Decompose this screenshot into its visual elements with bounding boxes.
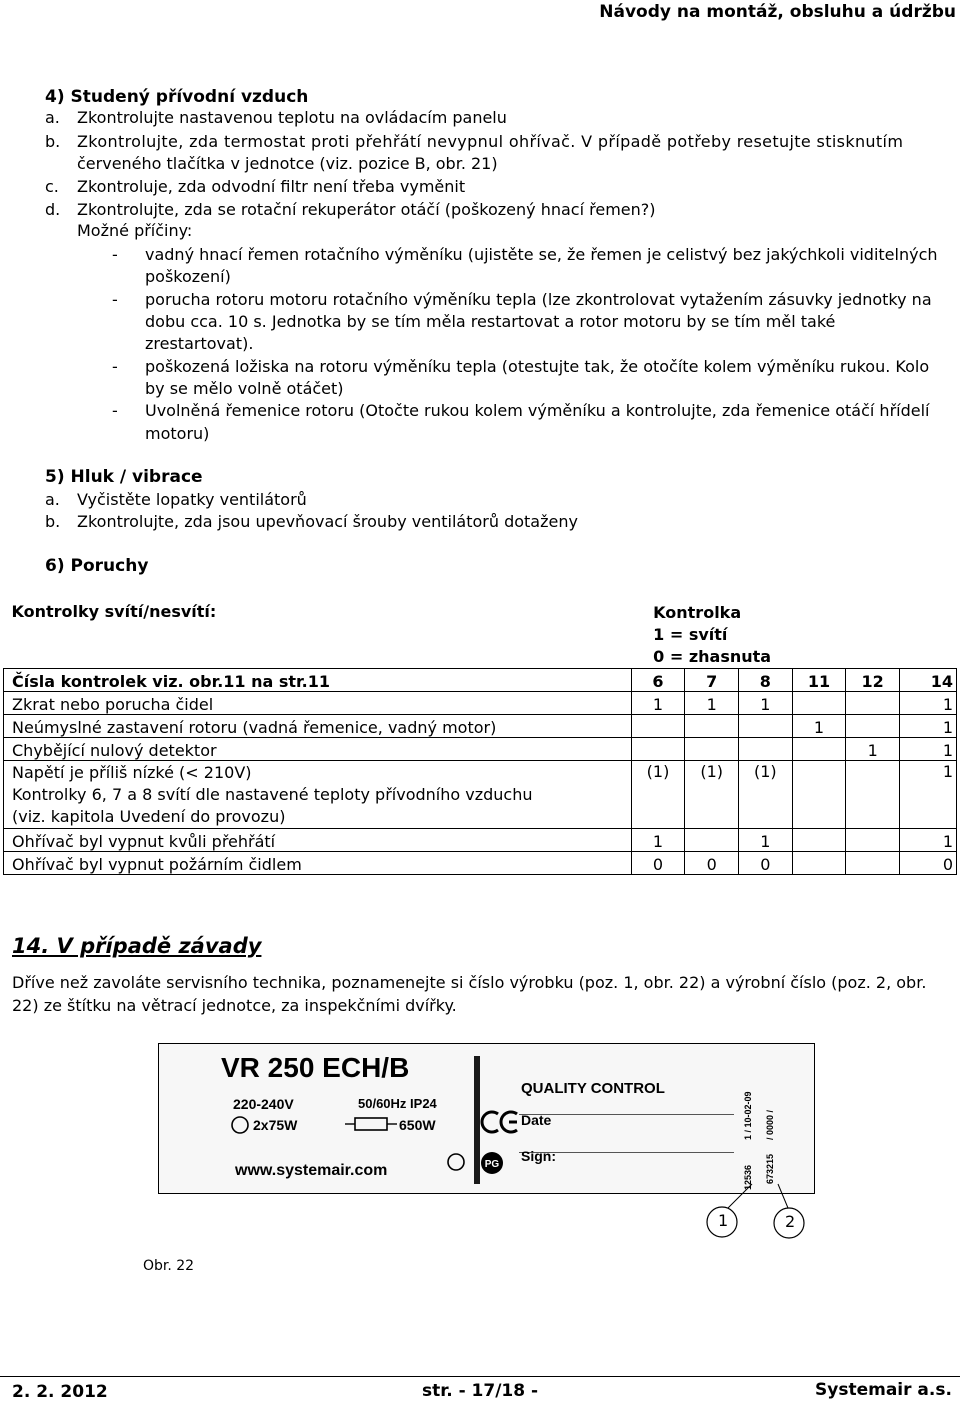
table-column-row	[4, 669, 957, 692]
plate-heater-power: 650W	[399, 1117, 436, 1133]
cause-line: porucha rotoru motoru rotačního výměníku tepla (lze zkontrolovat vytažením zásuvky jednotky na	[145, 290, 932, 309]
table-row	[4, 715, 957, 738]
table-cell: 0	[685, 852, 739, 875]
column-header: 8	[739, 669, 793, 692]
row-description	[4, 761, 632, 829]
table-cell: 1	[792, 715, 846, 738]
table-cell	[792, 692, 846, 715]
figure-caption: Obr. 22	[143, 1258, 195, 1274]
plate-frequency: 50/60Hz IP24	[358, 1096, 437, 1111]
row-description: Ohřívač byl vypnut kvůli přehřátí	[4, 829, 632, 852]
table-cell: 1	[900, 738, 957, 761]
list-label: a.	[45, 108, 60, 127]
table-row	[4, 738, 957, 761]
plate-product-number: 12536	[743, 1164, 753, 1190]
cause-dash: -	[112, 290, 118, 309]
section-14-text: 22) ze štítku na větrací jednotce, za inspekčními dvířky.	[12, 996, 457, 1015]
row-description: Neúmyslné zastavení rotoru (vadná řemenice, vadný motor)	[4, 715, 632, 738]
table-cell: (1)	[739, 761, 793, 829]
table-cell: (1)	[685, 761, 739, 829]
list-text: červeného tlačítka v jednotce (viz. pozice B, obr. 21)	[77, 154, 498, 173]
plate-sign-label: Sign:	[521, 1148, 556, 1164]
cause-line: dobu cca. 10 s. Jednotka by se tím měla restartovat a rotor motoru by se tím měl také	[145, 312, 836, 331]
table-cell: 0	[900, 852, 957, 875]
svg-text:PG: PG	[484, 1159, 500, 1170]
table-row	[4, 692, 957, 715]
fault-table	[3, 600, 957, 875]
table-head-row	[4, 600, 957, 669]
table-cell	[846, 715, 900, 738]
table-cell	[846, 692, 900, 715]
footer-date: 2. 2. 2012	[12, 1382, 108, 1402]
table-cell: 1	[631, 692, 685, 715]
table-row	[4, 761, 957, 829]
footer-divider	[0, 1376, 960, 1377]
plate-website: www.systemair.com	[235, 1162, 388, 1179]
legend-title: Kontrolka	[653, 603, 742, 622]
table-cell	[846, 852, 900, 875]
row-description: Ohřívač byl vypnut požárním čidlem	[4, 852, 632, 875]
table-cell: 1	[685, 692, 739, 715]
plate-divider	[474, 1056, 480, 1184]
list-text: Zkontrolujte, zda se rotační rekuperátor otáčí (poškozený hnací řemen?)	[77, 200, 656, 219]
table-cell	[685, 738, 739, 761]
table-cell: 1	[900, 715, 957, 738]
legend-on: 1 = svítí	[653, 625, 728, 644]
table-head-right	[631, 600, 956, 669]
footer-company: Systemair a.s.	[815, 1380, 952, 1400]
list-label: a.	[45, 490, 60, 509]
cause-line: motoru)	[145, 424, 210, 443]
page-header-title: Návody na montáž, obsluhu a údržbu	[599, 2, 956, 22]
table-cell	[846, 761, 900, 829]
table-cell	[792, 761, 846, 829]
cause-line: vadný hnací řemen rotačního výměníku (ujistěte se, že řemen je celistvý bez jakýchkoli viditelných	[145, 245, 938, 264]
list-item	[45, 154, 498, 173]
list-item	[45, 512, 578, 531]
cause-line: zrestartovat).	[145, 334, 254, 353]
column-header: 14	[900, 669, 957, 692]
section-14-title: 14. V případě závady	[12, 934, 262, 958]
table-cell	[685, 715, 739, 738]
row-description: Zkrat nebo porucha čidel	[4, 692, 632, 715]
table-cell	[631, 715, 685, 738]
plate-voltage: 220-240V	[233, 1096, 294, 1112]
cause-line: by se mělo volně otáčet)	[145, 379, 344, 398]
plate-code: 1 / 10-02-09	[743, 1091, 753, 1140]
cause-dash: -	[112, 401, 118, 420]
table-cell: 1	[846, 738, 900, 761]
callout-lines	[690, 1180, 820, 1250]
column-label: Čísla kontrolek viz. obr.11 na str.11	[4, 669, 632, 692]
table-cell: 1	[900, 761, 957, 829]
list-text: Zkontrolujte, zda jsou upevňovací šrouby ventilátorů dotaženy	[77, 512, 578, 531]
table-cell	[739, 738, 793, 761]
list-label: d.	[45, 200, 61, 219]
table-cell: (1)	[631, 761, 685, 829]
table-cell	[792, 738, 846, 761]
column-header: 6	[631, 669, 685, 692]
list-item	[45, 132, 903, 151]
list-item	[45, 108, 507, 127]
plate-quality-control: QUALITY CONTROL	[521, 1080, 665, 1097]
plate-motor-power: 2x75W	[253, 1117, 298, 1133]
section-14-text: Dříve než zavoláte servisního technika, poznamenejte si číslo výrobku (poz. 1, obr. 22) a výrobní číslo (poz. 2, obr.	[12, 973, 927, 992]
table-cell	[792, 852, 846, 875]
list-text: Zkontrolujte nastavenou teplotu na ovládacím panelu	[77, 108, 507, 127]
table-cell	[685, 829, 739, 852]
column-header: 12	[846, 669, 900, 692]
section-6-title: 6) Poruchy	[45, 556, 149, 576]
row-description-line: Kontrolky 6, 7 a 8 svítí dle nastavené teploty přívodního vzduchu	[12, 785, 533, 804]
list-label: b.	[45, 512, 61, 531]
row-description-line: Napětí je příliš nízké (< 210V)	[12, 763, 252, 782]
table-cell: 1	[900, 829, 957, 852]
row-description: Chybějící nulový detektor	[4, 738, 632, 761]
list-text: Zkontrolujte, zda termostat proti přehřátí nevypnul ohřívač. V případě potřeby resetujte stisknutím	[77, 132, 904, 151]
column-header: 11	[792, 669, 846, 692]
plate-date-label: Date	[521, 1112, 552, 1128]
list-item	[45, 490, 307, 509]
table-cell	[846, 829, 900, 852]
list-text: Vyčistěte lopatky ventilátorů	[77, 490, 307, 509]
table-cell: 1	[631, 829, 685, 852]
callout-2: 2	[785, 1212, 796, 1231]
list-label: c.	[45, 177, 59, 196]
list-item	[45, 200, 656, 219]
table-cell: 1	[739, 692, 793, 715]
table-head-left: Kontrolky svítí/nesvítí:	[11, 602, 217, 621]
plate-code: / 0000 /	[765, 1109, 775, 1140]
table-cell: 1	[739, 829, 793, 852]
table-cell: 1	[900, 692, 957, 715]
table-row	[4, 852, 957, 875]
cause-dash: -	[112, 245, 118, 264]
column-header: 7	[685, 669, 739, 692]
legend-off: 0 = zhasnuta	[653, 647, 772, 666]
cause-line: poškození)	[145, 267, 231, 286]
table-cell: 0	[631, 852, 685, 875]
table-cell: 0	[739, 852, 793, 875]
table-cell	[739, 715, 793, 738]
plate-model: VR 250 ECH/B	[221, 1052, 410, 1083]
list-label: b.	[45, 132, 61, 151]
cause-line: poškozená ložiska na rotoru výměníku tepla (otestujte tak, že otočíte kolem výměníku rukou. Kolo	[145, 357, 930, 376]
section-4-title: 4) Studený přívodní vzduch	[45, 87, 309, 107]
list-text: Zkontroluje, zda odvodní filtr není třeba vyměnit	[77, 177, 466, 196]
plate-serial-number: 673215	[765, 1153, 775, 1184]
section-5-title: 5) Hluk / vibrace	[45, 467, 203, 487]
table-cell	[631, 738, 685, 761]
table-cell	[792, 829, 846, 852]
rating-plate	[158, 1043, 815, 1194]
footer-page: str. - 17/18 -	[422, 1381, 539, 1401]
callout-1: 1	[718, 1211, 729, 1230]
table-row	[4, 829, 957, 852]
list-item	[45, 177, 465, 196]
cause-dash: -	[112, 357, 118, 376]
causes-title: Možné příčiny:	[77, 221, 193, 240]
cause-line: Uvolněná řemenice rotoru (Otočte rukou kolem výměníku a kontrolujte, zda řemenice otáčí hřídelí	[145, 401, 930, 420]
row-description-line: (viz. kapitola Uvedení do provozu)	[12, 807, 286, 826]
